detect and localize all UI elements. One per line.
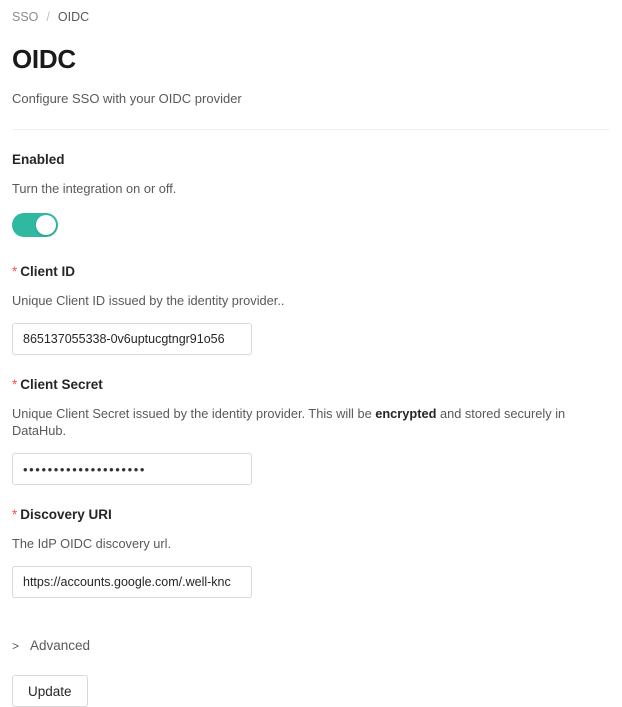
breadcrumb-separator: /: [46, 10, 50, 24]
client-id-label-text: Client ID: [20, 264, 76, 279]
toggle-knob: [36, 215, 56, 235]
discovery-uri-help: The IdP OIDC discovery url.: [12, 536, 172, 551]
enabled-toggle[interactable]: [12, 213, 58, 237]
client-secret-help-prefix: Unique Client Secret issued by the identity provider. This will be: [12, 406, 376, 421]
breadcrumb: [12, 0, 610, 27]
chevron-right-icon: >: [12, 638, 20, 653]
client-secret-help-emphasis: encrypted: [375, 406, 437, 421]
breadcrumb-item-oidc[interactable]: OIDC: [57, 10, 90, 24]
update-button[interactable]: Update: [12, 675, 88, 707]
required-marker: *: [12, 264, 18, 279]
discovery-uri-input[interactable]: https://accounts.google.com/.well-knc: [12, 566, 252, 598]
client-id-input[interactable]: 865137055338-0v6uptucgtngr91o56: [12, 323, 252, 355]
required-marker: *: [12, 377, 18, 392]
client-secret-label: [12, 376, 610, 394]
enabled-label: Enabled: [12, 152, 65, 167]
client-secret-label-text: Client Secret: [20, 377, 103, 392]
page-title: OIDC: [12, 44, 76, 74]
discovery-uri-label: [12, 506, 610, 524]
client-secret-input[interactable]: ••••••••••••••••••••: [12, 453, 252, 485]
field-client-id: [12, 242, 610, 355]
field-discovery-uri: [12, 485, 610, 598]
field-client-secret: [12, 355, 610, 485]
discovery-uri-label-text: Discovery URI: [20, 507, 112, 522]
field-enabled: [12, 130, 610, 242]
breadcrumb-item-sso[interactable]: SSO: [12, 10, 39, 24]
client-id-help: Unique Client ID issued by the identity provider..: [12, 293, 285, 308]
advanced-section-toggle[interactable]: [12, 638, 610, 653]
client-secret-help: [12, 405, 610, 439]
enabled-help: Turn the integration on or off.: [12, 181, 177, 196]
required-marker: *: [12, 507, 18, 522]
client-id-label: [12, 263, 610, 281]
page-subtitle: Configure SSO with your OIDC provider: [12, 91, 242, 106]
advanced-label: Advanced: [30, 638, 91, 653]
client-secret-help-suffix: and stored securely in DataHub.: [12, 406, 566, 438]
